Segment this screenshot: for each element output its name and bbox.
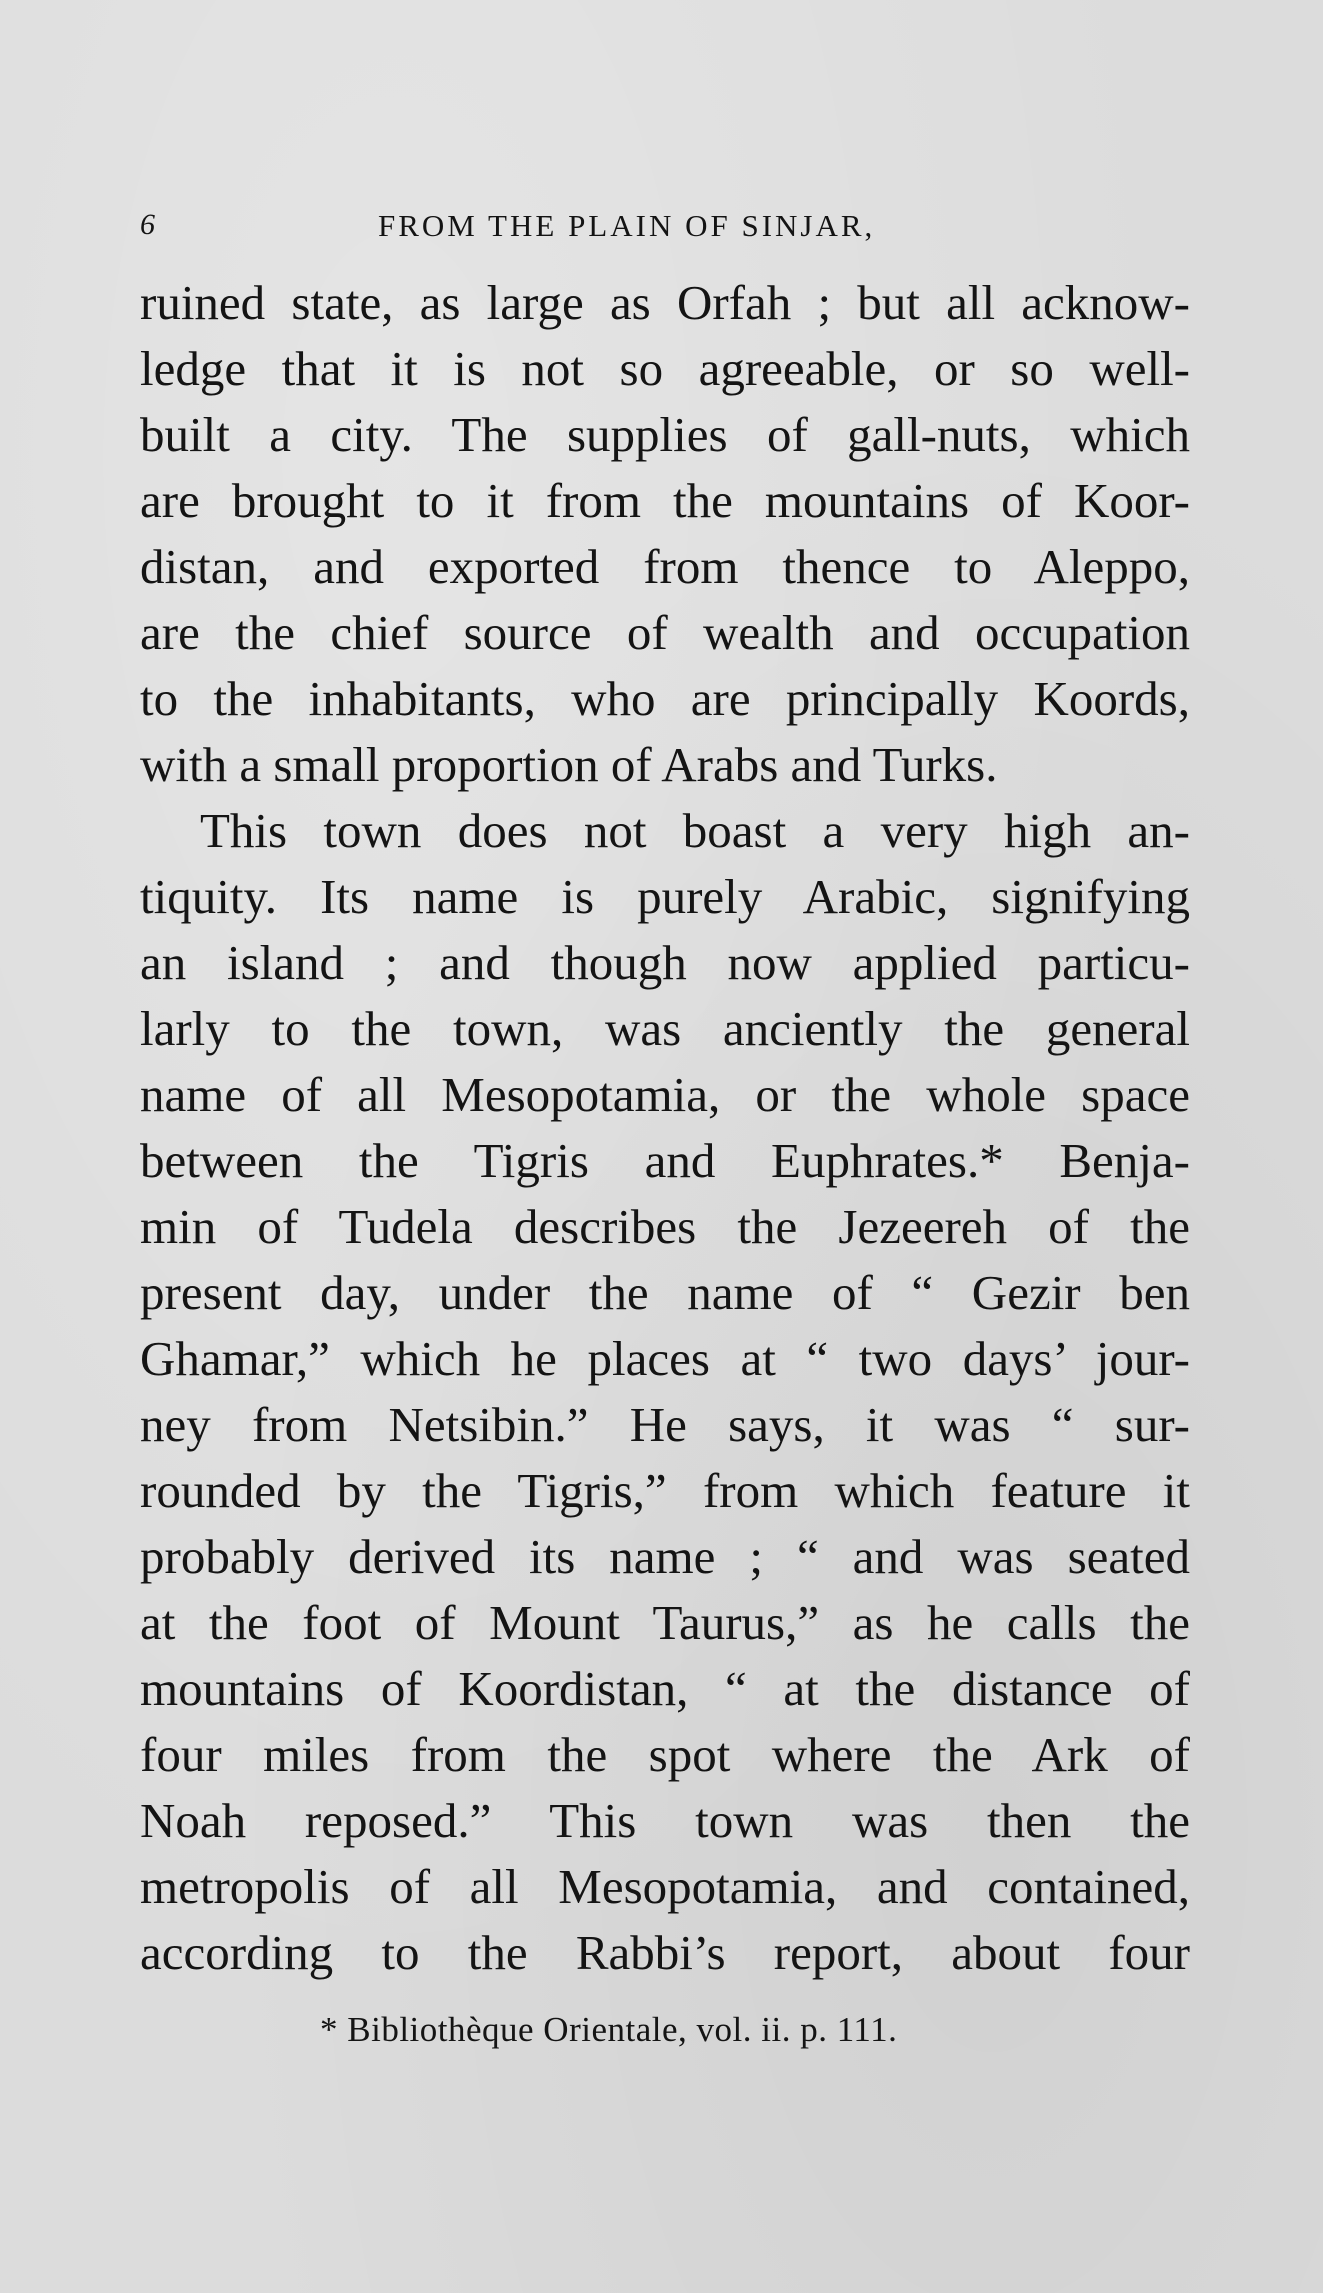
text-line: according to the Rabbi’s report, about four: [140, 1925, 1190, 1980]
text-line: four miles from the spot where the Ark of: [140, 1727, 1190, 1782]
text-line: ney from Netsibin.” He says, it was “ sur-: [140, 1397, 1190, 1452]
text-line: an island ; and though now applied particu-: [140, 935, 1190, 990]
text-line: Ghamar,” which he places at “ two days’ jour-: [140, 1331, 1190, 1386]
text-line: Noah reposed.” This town was then the: [140, 1793, 1190, 1848]
running-title: FROM THE PLAIN OF SINJAR,: [378, 208, 876, 243]
text-line: metropolis of all Mesopotamia, and contained,: [140, 1859, 1190, 1914]
text-line: at the foot of Mount Taurus,” as he calls the: [140, 1595, 1190, 1650]
paragraph-start-line: This town does not boast a very high an-: [200, 803, 1190, 858]
text-line: to the inhabitants, who are principally Koords,: [140, 671, 1190, 726]
running-head: [140, 208, 1200, 248]
text-line: are brought to it from the mountains of Koor-: [140, 473, 1190, 528]
text-line: larly to the town, was anciently the general: [140, 1001, 1190, 1056]
paragraph-end-line: with a small proportion of Arabs and Turks.: [140, 737, 998, 792]
text-line: rounded by the Tigris,” from which feature it: [140, 1463, 1190, 1518]
text-line: tiquity. Its name is purely Arabic, signifying: [140, 869, 1190, 924]
body-text: [140, 270, 1190, 1986]
text-line: name of all Mesopotamia, or the whole space: [140, 1067, 1190, 1122]
text-line: built a city. The supplies of gall-nuts, which: [140, 407, 1190, 462]
page-number: 6: [140, 208, 155, 241]
text-line: between the Tigris and Euphrates.* Benja-: [140, 1133, 1190, 1188]
footnote: * Bibliothèque Orientale, vol. ii. p. 111.: [320, 2010, 898, 2049]
text-line: ruined state, as large as Orfah ; but all acknow-: [140, 275, 1190, 330]
text-line: present day, under the name of “ Gezir ben: [140, 1265, 1190, 1320]
text-line: probably derived its name ; “ and was seated: [140, 1529, 1190, 1584]
text-line: ledge that it is not so agreeable, or so well-: [140, 341, 1190, 396]
text-line: are the chief source of wealth and occupation: [140, 605, 1190, 660]
text-line: min of Tudela describes the Jezeereh of the: [140, 1199, 1190, 1254]
text-line: mountains of Koordistan, “ at the distance of: [140, 1661, 1190, 1716]
text-line: distan, and exported from thence to Aleppo,: [140, 539, 1190, 594]
